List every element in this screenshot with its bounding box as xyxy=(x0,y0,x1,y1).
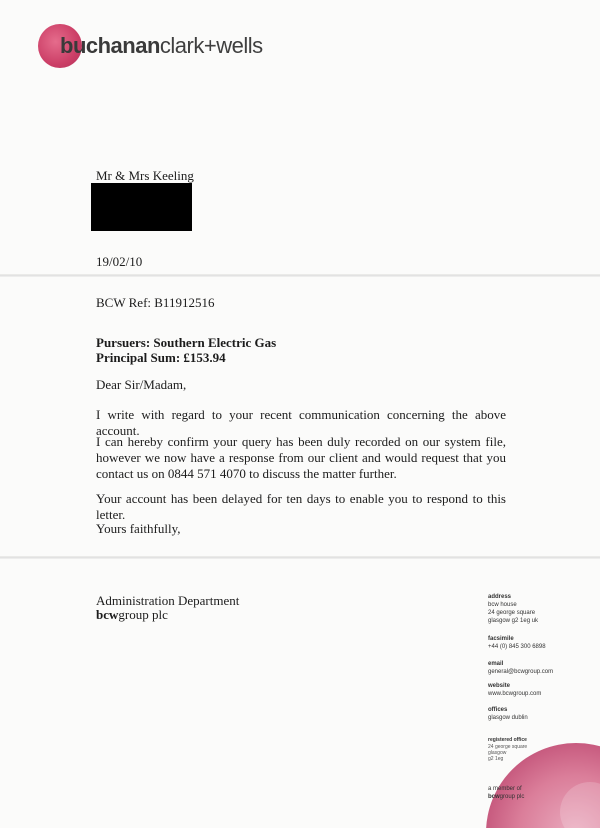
registered-label: registered office xyxy=(488,737,527,743)
address-line: 24 george square xyxy=(488,610,536,616)
company-bold-text: bcw xyxy=(96,607,119,622)
reference-number: BCW Ref: B11912516 xyxy=(96,295,215,310)
website-url: www.bcwgroup.com xyxy=(488,691,542,697)
registered-line: 24 george square xyxy=(488,744,528,750)
company-rest-text: group plc xyxy=(118,607,168,622)
letter-date: 19/02/10 xyxy=(96,254,143,269)
member-bold-text: bcw xyxy=(488,794,500,800)
registered-line: glasgow xyxy=(488,750,507,756)
salutation: Dear Sir/Madam, xyxy=(96,377,187,392)
contact-address xyxy=(488,593,538,625)
closing: Yours faithfully, xyxy=(96,521,181,536)
contact-offices xyxy=(488,706,528,722)
fold-line xyxy=(0,556,600,559)
logo-wordmark xyxy=(60,34,263,58)
member-company xyxy=(488,793,524,801)
address-line: bcw house xyxy=(488,602,517,608)
fax-number: +44 (0) 845 300 6898 xyxy=(488,644,546,650)
email-address: general@bcwgroup.com xyxy=(488,669,554,675)
signature-company xyxy=(96,607,168,623)
signature-department: Administration Department xyxy=(96,593,240,608)
website-label: website xyxy=(488,683,511,689)
email-label: email xyxy=(488,661,504,667)
recipient-name: Mr & Mrs Keeling xyxy=(96,168,194,183)
fax-label: facsimile xyxy=(488,636,514,642)
contact-website xyxy=(488,682,541,698)
address-line: glasgow g2 1eg uk xyxy=(488,618,539,624)
member-rest-text: group plc xyxy=(499,794,525,800)
logo-bold-text: buchanan xyxy=(60,33,160,58)
fold-line xyxy=(0,274,600,277)
body-paragraph: I can hereby confirm your query has been duly recorded on our system file, however we now have a response from our client and would request that you contact us on 0844 571 4070 to discuss the matter further. xyxy=(96,434,506,481)
offices-label: offices xyxy=(488,707,508,713)
body-paragraph: I write with regard to your recent communication concerning the above account. xyxy=(96,407,506,438)
logo-light-text: clark+wells xyxy=(159,33,263,58)
contact-fax xyxy=(488,635,546,651)
contact-email xyxy=(488,660,553,676)
address-label: address xyxy=(488,594,512,600)
offices-list: glasgow dublin xyxy=(488,715,528,721)
registered-line: g2 1eg xyxy=(488,756,504,762)
principal-sum: Principal Sum: £153.94 xyxy=(96,350,226,365)
pursuers-line: Pursuers: Southern Electric Gas xyxy=(96,335,277,350)
redaction-block xyxy=(91,183,192,231)
body-paragraph: Your account has been delayed for ten days to enable you to respond to this letter. xyxy=(96,491,506,522)
member-of xyxy=(488,785,524,801)
member-of-label: a member of xyxy=(488,786,522,792)
registered-office xyxy=(488,737,527,762)
